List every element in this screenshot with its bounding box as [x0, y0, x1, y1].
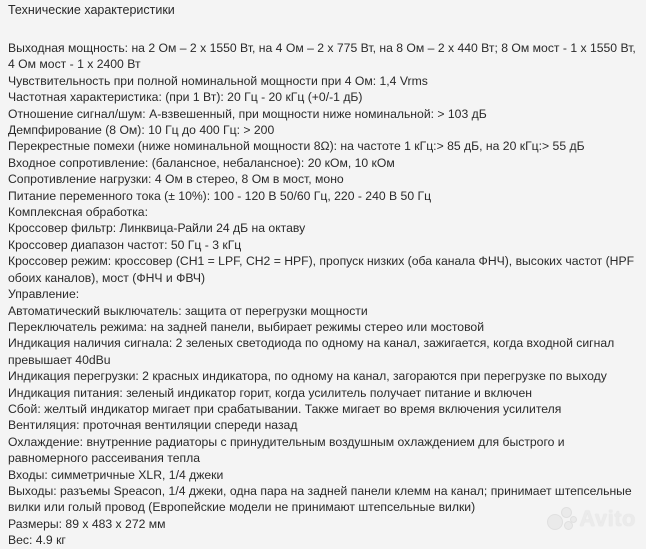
avito-logo-icon [547, 507, 575, 531]
spec-line: Сопротивление нагрузки: 4 Ом в стерео, 8 Ом в мост, моно [8, 172, 344, 187]
spec-line: Кроссовер диапазон частот: 50 Гц - 3 кГц [8, 237, 242, 252]
spec-line: Выходная мощность: на 2 Ом – 2 x 1550 Вт, на 4 Ом – 2 x 775 Вт, на 8 Ом – 2 x 440 Вт; 8 Ом мост - 1 x 1550 Вт, 4 Ом мост - 1 x 2400 Вт [8, 41, 636, 72]
spec-line: Входы: симметричные XLR, 1/4 джеки [8, 467, 224, 482]
spec-line: Отношение сигнал/шум: А-взвешенный, при мощности ниже номинальной: > 103 дБ [8, 106, 487, 121]
spec-line: Выходы: разъемы Speacon, 1/4 джеки, одна пара на задней панели клемм на канал; принимает штепсельные вилки или голый провод (Европейские модели не принимают штепсельные вилки) [8, 483, 632, 515]
spec-line: Индикация перегрузки: 2 красных индикатора, по одному на канал, загораются при перегрузке по выходу [8, 369, 607, 384]
avito-watermark [547, 506, 636, 532]
spec-line: Управление: [8, 287, 80, 302]
spec-line: Перекрестные помехи (ниже номинальной мощности 8Ω): на частоте 1 кГц:> 85 дБ, на 20 кГц:> 55 дБ [8, 139, 585, 154]
spec-line: Размеры: 89 x 483 x 272 мм [8, 516, 166, 531]
spec-line: Питание переменного тока (± 10%): 100 - 120 В 50/60 Гц, 220 - 240 В 50 Гц [8, 188, 432, 203]
spec-list [8, 40, 640, 549]
spec-line: Входное сопротивление: (балансное, небалансное): 20 кОм, 10 кОм [8, 155, 395, 170]
watermark-text: Avito [579, 506, 636, 531]
spec-line: Индикация наличия сигнала: 2 зеленых светодиода по одному на канал, зажигается, когда входной сигнал превышает 40dBu [8, 336, 615, 367]
spec-line: Индикация питания: зеленый индикатор горит, когда усилитель получает питание и включен [8, 385, 532, 400]
spec-line: Чувствительность при полной номинальной мощности при 4 Ом: 1,4 Vrms [8, 73, 428, 88]
spec-line: Автоматический выключатель: защита от перегрузки мощности [8, 303, 368, 318]
spec-line: Вентиляция: проточная вентиляции спереди назад [8, 418, 298, 433]
spec-line: Кроссовер режим: кроссовер (CH1 = LPF, CH2 = HPF), пропуск низких (оба канала ФНЧ), высоких частот (HPF обоих каналов), мост (ФНЧ и ФВЧ) [8, 254, 635, 285]
spec-line: Сбой: желтый индикатор мигает при срабатывании. Также мигает во время включения усилителя [8, 401, 562, 416]
document-page [8, 2, 640, 549]
document-heading: Технические характеристики [8, 3, 175, 17]
spec-line: Частотная характеристика: (при 1 Вт): 20 Гц - 20 кГц (+0/-1 дБ) [8, 90, 363, 105]
spec-line: Охлаждение: внутренние радиаторы с принудительным воздушным охлаждением для быстрого и равномерного рассеивания тепла [8, 434, 565, 466]
spec-line: Вес: 4.9 кг [8, 533, 66, 548]
spec-line: Комплексная обработка: [8, 205, 148, 220]
spec-line: Демпфирование (8 Ом): 10 Гц до 400 Гц: > 200 [8, 123, 275, 138]
spec-line: Переключатель режима: на задней панели, выбирает режимы стерео или мостовой [8, 319, 485, 334]
spec-line: Кроссовер фильтр: Линквица-Райли 24 дБ на октаву [8, 221, 306, 236]
